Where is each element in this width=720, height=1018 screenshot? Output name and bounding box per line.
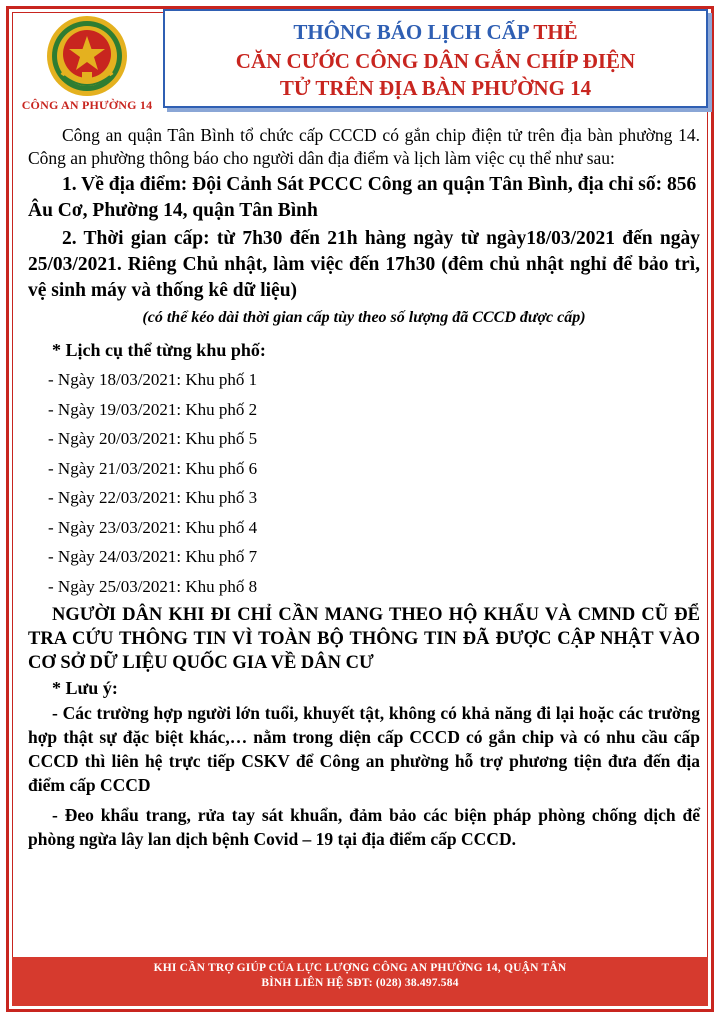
schedule-day: - Ngày 22/03/2021: Khu phố 3 — [48, 488, 258, 507]
schedule-title: * Lịch cụ thể từng khu phố: — [52, 340, 266, 360]
contact-footer — [12, 957, 708, 1006]
item1-text: Về địa điểm: Đội Cảnh Sát PCCC Công an quận Tân Bình, địa chỉ số: 856 Âu Cơ, Phường 14, quận Tân Bình — [28, 174, 697, 221]
schedule-day: - Ngày 23/03/2021: Khu phố 4 — [48, 517, 258, 537]
schedule-day: - Ngày 19/03/2021: Khu phố 2 — [48, 399, 258, 419]
logo-caption: CÔNG AN PHƯỜNG 14 — [21, 98, 153, 112]
schedule-list — [28, 365, 700, 601]
logo — [14, 12, 160, 116]
note-item: - Đeo khẩu trang, rửa tay sát khuẩn, đảm bảo các biện pháp phòng chống dịch để phòng ngừa lây lan dịch bệnh Covid – 19 tại địa điểm cấp CCCD. — [28, 805, 700, 849]
title-line-3: TỬ TRÊN ĐỊA BÀN PHƯỜNG 14 — [279, 76, 592, 100]
schedule-day: - Ngày 20/03/2021: Khu phố 5 — [48, 429, 258, 448]
time-item — [28, 226, 700, 304]
schedule-day: - Ngày 24/03/2021: Khu phố 7 — [48, 547, 258, 566]
item1-number: 1. — [62, 174, 77, 195]
footer-line-2: BÌNH LIÊN HỆ SĐT: (028) 38.497.584 — [261, 977, 459, 989]
title-red-part: THẺ — [528, 20, 578, 44]
document-body — [28, 124, 700, 851]
title-line-1 — [165, 20, 706, 45]
location-item — [28, 172, 700, 224]
title-box — [163, 9, 708, 108]
schedule-day: - Ngày 21/03/2021: Khu phố 6 — [48, 458, 258, 478]
title-blue-part: THÔNG BÁO LỊCH CẤP — [293, 20, 529, 44]
title-line-2: CĂN CƯỚC CÔNG DÂN GẮN CHÍP ĐIỆN — [235, 49, 636, 73]
item2-text: Thời gian cấp: từ 7h30 đến 21h hàng ngày từ ngày18/03/2021 đến ngày 25/03/2021. Riêng Chủ nhật, làm việc đến 17h30 (đêm chủ nhật nghỉ để bảo trì, vệ sinh máy và thống kê dữ liệu) — [28, 228, 700, 301]
intro-paragraph: Công an quận Tân Bình tổ chức cấp CCCD có gắn chip điện tử trên địa bàn phường 14. Công an phường thông báo cho người dân địa điểm và lịch làm việc cụ thể như sau: — [28, 125, 700, 168]
notes-title: * Lưu ý: — [52, 678, 118, 698]
extension-note: (có thể kéo dài thời gian cấp tùy theo số lượng đã CCCD được cấp) — [142, 309, 586, 326]
note-item: - Các trường hợp người lớn tuổi, khuyết tật, không có khả năng đi lại hoặc các trường hợp thật sự đặc biệt khác,… nằm trong diện cấp CCCD có gắn chip và có nhu cầu cấp CCCD thì liên hệ trực tiếp CSKV để Công an phường hỗ trợ phương tiện đưa đến địa điểm cấp CCCD — [28, 703, 700, 795]
schedule-day: - Ngày 25/03/2021: Khu phố 8 — [48, 576, 258, 596]
police-emblem-icon — [42, 14, 132, 98]
schedule-day: - Ngày 18/03/2021: Khu phố 1 — [48, 370, 258, 389]
item2-number: 2. — [62, 228, 77, 249]
footer-line-1: KHI CẦN TRỢ GIÚP CỦA LỰC LƯỢNG CÔNG AN PHƯỜNG 14, QUẬN TÂN — [153, 962, 567, 974]
notice-paragraph: NGƯỜI DÂN KHI ĐI CHỈ CẦN MANG THEO HỘ KHẨU VÀ CMND CŨ ĐỂ TRA CỨU THÔNG TIN VÌ TOÀN BỘ THÔNG TIN ĐÃ ĐƯỢC CẬP NHẬT VÀO CƠ SỞ DỮ LIỆU QUỐC GIA VỀ DÂN CƯ — [28, 605, 700, 673]
